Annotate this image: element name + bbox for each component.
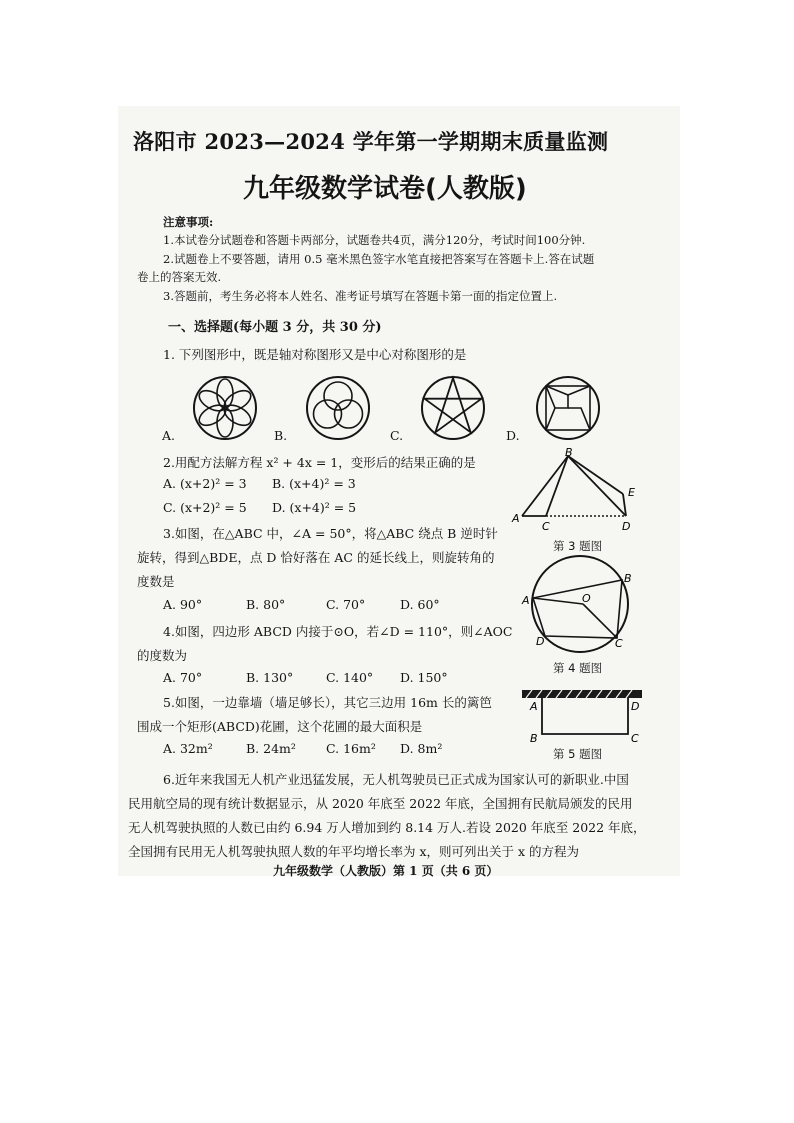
q5-option-a: A. 32m² xyxy=(163,741,213,756)
question-3-stem-1: 3.如图，在△ABC 中，∠A = 50°，将△ABC 绕点 B 逆时针 xyxy=(163,526,498,541)
square-circle-figure xyxy=(533,373,603,443)
question-6-line-4: 全国拥有民用无人机驾驶执照人数的年平均增长率为 x，则可列出关于 x 的方程为 xyxy=(128,844,580,859)
q4-option-b: B. 130° xyxy=(246,670,294,685)
question-6-line-1: 6.近年来我国无人机产业迅猛发展，无人机驾驶员已正式成为国家认可的新职业.中国 xyxy=(163,772,629,787)
q2-option-a: A. (x+2)² = 3 xyxy=(163,476,247,491)
notes-heading: 注意事项: xyxy=(163,215,214,229)
q3-label-e: E xyxy=(628,486,635,499)
figure-q3-caption: 第 3 题图 xyxy=(553,539,603,553)
question-5-stem-2: 围成一个矩形(ABCD)花圃，这个花圃的最大面积是 xyxy=(137,719,423,734)
q4-option-a: A. 70° xyxy=(163,670,203,685)
q2-option-c: C. (x+2)² = 5 xyxy=(163,500,247,515)
three-rings-figure xyxy=(303,373,373,443)
flower-circle-figure xyxy=(190,373,260,443)
q3-label-c: C xyxy=(542,520,550,533)
question-6-line-3: 无人机驾驶执照的人数已由约 6.94 万人增加到约 8.14 万人.若设 2020 年底至 2022 年底， xyxy=(128,820,646,835)
note-item-2-cont: 卷上的答案无效. xyxy=(137,270,222,284)
q4-label-b: B xyxy=(624,572,632,585)
q5-option-d: D. 8m² xyxy=(400,741,443,756)
exam-title: 洛阳市 2023—2024 学年第一学期期末质量监测 xyxy=(133,129,609,154)
q4-option-d: D. 150° xyxy=(400,670,448,685)
q4-option-c: C. 140° xyxy=(326,670,374,685)
question-1-stem: 1. 下列图形中，既是轴对称图形又是中心对称图形的是 xyxy=(163,347,467,362)
section-heading: 一、选择题(每小题 3 分，共 30 分) xyxy=(168,320,382,335)
q4-label-c: C xyxy=(615,637,623,650)
page-footer: 九年级数学（人教版）第 1 页（共 6 页） xyxy=(273,864,499,878)
question-5-stem-1: 5.如图，一边靠墙（墙足够长），其它三边用 16m 长的篱笆 xyxy=(163,695,492,710)
q3-option-c: C. 70° xyxy=(326,597,366,612)
question-6-line-2: 民用航空局的现有统计数据显示，从 2020 年底至 2022 年底，全国拥有民航局颁发的民用 xyxy=(128,796,633,811)
question-2-stem: 2.用配方法解方程 x² + 4x = 1，变形后的结果正确的是 xyxy=(163,455,476,470)
star-circle-figure xyxy=(418,373,488,443)
figure-q4-caption: 第 4 题图 xyxy=(553,661,603,675)
note-item-1: 1.本试卷分试题卷和答题卡两部分，试题卷共4页，满分120分，考试时间100分钟. xyxy=(163,233,586,247)
figure-q5-caption: 第 5 题图 xyxy=(553,747,603,761)
q4-label-a: A xyxy=(522,594,530,607)
q4-label-d: D xyxy=(536,635,545,648)
question-4-stem-2: 的度数为 xyxy=(137,648,188,663)
q3-label-a: A xyxy=(512,512,520,525)
q4-label-o: O xyxy=(582,592,591,605)
q1-option-c: C. xyxy=(390,428,404,443)
q5-option-c: C. 16m² xyxy=(326,741,376,756)
q1-option-d: D. xyxy=(506,428,520,443)
question-3-stem-2: 旋转，得到△BDE，点 D 恰好落在 AC 的延长线上，则旋转角的 xyxy=(137,550,495,565)
q3-option-a: A. 90° xyxy=(163,597,203,612)
q5-label-c: C xyxy=(631,732,639,745)
q3-label-b: B xyxy=(565,448,573,459)
q5-label-a: A xyxy=(530,700,538,713)
q5-option-b: B. 24m² xyxy=(246,741,296,756)
q5-label-b: B xyxy=(530,732,538,745)
exam-subtitle: 九年级数学试卷(人教版) xyxy=(243,174,527,204)
q2-option-b: B. (x+4)² = 3 xyxy=(272,476,356,491)
q2-option-d: D. (x+4)² = 5 xyxy=(272,500,357,515)
question-3-stem-3: 度数是 xyxy=(137,574,175,589)
note-item-2: 2.试题卷上不要答题，请用 0.5 毫米黑色签字水笔直接把答案写在答题卡上.答在试题 xyxy=(163,252,595,266)
q1-option-a: A. xyxy=(162,428,176,443)
figure-q4-circle xyxy=(520,552,640,658)
q3-option-b: B. 80° xyxy=(246,597,286,612)
note-item-3: 3.答题前，考生务必将本人姓名、准考证号填写在答题卡第一面的指定位置上. xyxy=(163,289,558,303)
q3-label-d: D xyxy=(622,520,631,533)
figure-q3-triangles xyxy=(510,448,645,538)
question-4-stem-1: 4.如图，四边形 ABCD 内接于⊙O，若∠D = 110°，则∠AOC xyxy=(163,624,513,639)
q5-label-d: D xyxy=(631,700,640,713)
figure-q5-fence xyxy=(518,686,648,746)
q3-option-d: D. 60° xyxy=(400,597,440,612)
q1-option-b: B. xyxy=(274,428,288,443)
